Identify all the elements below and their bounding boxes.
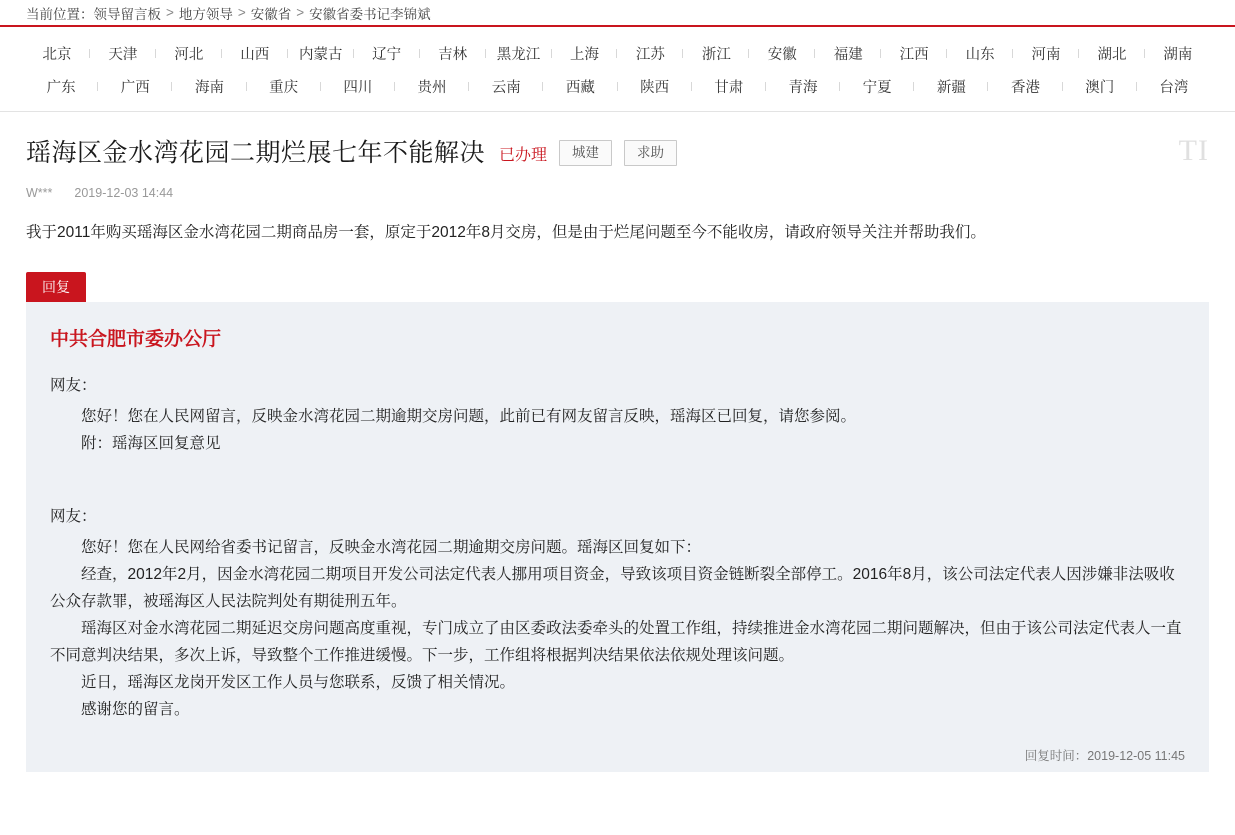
region-link-sichuan[interactable]	[321, 76, 395, 97]
region-link-jiangsu[interactable]	[617, 43, 683, 64]
reply-spacer	[50, 458, 1185, 504]
breadcrumb-separator: >	[237, 5, 246, 20]
region-label[interactable]: 广东	[46, 80, 76, 96]
region-link-beijing[interactable]	[24, 43, 90, 64]
region-label[interactable]: 吉林	[438, 47, 468, 63]
region-link-jilin[interactable]	[420, 43, 486, 64]
reply-paragraph: 感谢您的留言。	[81, 701, 190, 719]
reply-paragraph: 附：瑶海区回复意见	[81, 435, 221, 453]
region-nav-row-2	[24, 70, 1211, 103]
region-link-xizang[interactable]	[543, 76, 617, 97]
region-label[interactable]: 辽宁	[372, 47, 402, 63]
breadcrumb-label: 当前位置：	[26, 6, 94, 22]
region-link-shanghai[interactable]	[552, 43, 618, 64]
region-link-heilongjiang[interactable]	[486, 43, 552, 64]
reply-body	[26, 302, 1209, 772]
reply-time: 回复时间：2019-12-05 11:45	[1024, 749, 1185, 764]
region-label[interactable]: 宁夏	[862, 80, 892, 96]
region-label[interactable]: 上海	[569, 47, 599, 63]
region-label[interactable]: 青海	[788, 80, 818, 96]
breadcrumb-item-0[interactable]: 领导留言板	[93, 6, 161, 22]
author-name: W***	[26, 186, 53, 200]
region-label[interactable]: 湖北	[1097, 47, 1127, 63]
reply-organization: 中共合肥市委办公厅	[50, 329, 222, 351]
breadcrumb-item-3[interactable]: 安徽省委书记李锦斌	[309, 6, 431, 22]
reply-tab: 回复	[26, 272, 86, 302]
article	[0, 112, 1235, 772]
breadcrumb-separator: >	[166, 5, 174, 20]
page-title: 瑶海区金水湾花园二期烂展七年不能解决	[26, 139, 486, 167]
region-link-fujian[interactable]	[815, 43, 881, 64]
region-link-neimenggu[interactable]	[288, 43, 354, 64]
region-label[interactable]: 江苏	[635, 47, 665, 63]
region-label[interactable]: 台湾	[1159, 80, 1189, 96]
region-link-guangxi[interactable]	[98, 76, 172, 97]
region-label[interactable]: 香港	[1011, 80, 1041, 96]
reply-section	[26, 272, 1209, 772]
region-nav	[0, 27, 1235, 112]
post-datetime: 2019-12-03 14:44	[74, 186, 174, 200]
region-link-henan[interactable]	[1013, 43, 1079, 64]
region-label[interactable]: 云南	[491, 80, 521, 96]
region-label[interactable]: 北京	[42, 47, 72, 63]
breadcrumb	[0, 0, 1235, 27]
region-label[interactable]: 陕西	[640, 80, 670, 96]
region-link-hubei[interactable]	[1079, 43, 1145, 64]
region-label[interactable]: 内蒙古	[298, 47, 343, 63]
region-label[interactable]: 贵州	[417, 80, 447, 96]
region-label[interactable]: 西藏	[565, 80, 595, 96]
tag-qiuzhu[interactable]: 求助	[624, 140, 677, 166]
region-label[interactable]: 海南	[194, 80, 224, 96]
breadcrumb-separator: >	[296, 5, 305, 20]
region-label[interactable]: 江西	[899, 47, 929, 63]
title-row	[26, 112, 1209, 168]
reply-salutation-2: 网友：	[50, 507, 97, 525]
region-label[interactable]: 天津	[108, 47, 138, 63]
region-label[interactable]: 甘肃	[714, 80, 744, 96]
region-link-xianggang[interactable]	[988, 76, 1062, 97]
tag-chengjian[interactable]: 城建	[559, 140, 612, 166]
region-label[interactable]: 澳门	[1085, 80, 1115, 96]
status-badge: 已办理	[499, 146, 548, 164]
reply-salutation-1: 网友：	[50, 377, 97, 395]
region-label[interactable]: 四川	[343, 80, 373, 96]
region-link-tianjin[interactable]	[90, 43, 156, 64]
region-link-anhui[interactable]	[749, 43, 815, 64]
region-label[interactable]: 新疆	[936, 80, 966, 96]
reply-paragraph: 经查，2012年2月，因金水湾花园二期项目开发公司法定代表人挪用项目资金，导致该项目资金链断裂全部停工。2016年8月，该公司法定代表人因涉嫌非法吸收公众存款罪，被瑶海区人民法院判处有期徒刑五年。	[50, 565, 1175, 610]
region-link-guizhou[interactable]	[395, 76, 469, 97]
watermark-logo: TI	[1178, 134, 1209, 167]
article-content: 我于2011年购买瑶海区金水湾花园二期商品房一套，原定于2012年8月交房，但是由于烂尾问题至今不能收房，请政府领导关注并帮助我们。	[26, 224, 986, 241]
article-meta	[26, 186, 1209, 200]
region-link-guangdong[interactable]	[24, 76, 98, 97]
region-link-shanxi[interactable]	[222, 43, 288, 64]
region-link-hebei[interactable]	[156, 43, 222, 64]
region-link-taiwan[interactable]	[1137, 76, 1211, 97]
region-link-gansu[interactable]	[692, 76, 766, 97]
region-label[interactable]: 湖南	[1163, 47, 1193, 63]
reply-paragraph: 近日，瑶海区龙岗开发区工作人员与您联系，反馈了相关情况。	[81, 674, 516, 692]
region-label[interactable]: 河北	[174, 47, 204, 63]
region-link-xinjiang[interactable]	[914, 76, 988, 97]
region-label[interactable]: 黑龙江	[496, 47, 541, 63]
breadcrumb-item-2[interactable]: 安徽省	[250, 6, 292, 22]
reply-paragraph: 您好！您在人民网给省委书记留言，反映金水湾花园二期逾期交房问题。瑶海区回复如下：	[81, 538, 702, 556]
region-link-aomen[interactable]	[1063, 76, 1137, 97]
region-link-jiangxi[interactable]	[881, 43, 947, 64]
region-link-ningxia[interactable]	[840, 76, 914, 97]
region-label[interactable]: 河南	[1031, 47, 1061, 63]
region-link-yunnan[interactable]	[469, 76, 543, 97]
region-label[interactable]: 浙江	[701, 47, 731, 63]
region-label[interactable]: 安徽	[767, 47, 797, 63]
breadcrumb-item-1[interactable]: 地方领导	[178, 6, 233, 22]
region-label[interactable]: 福建	[833, 47, 863, 63]
region-link-qinghai[interactable]	[766, 76, 840, 97]
reply-paragraph: 瑶海区对金水湾花园二期延迟交房问题高度重视，专门成立了由区委政法委牵头的处置工作组，持续推进金水湾花园二期问题解决，但由于该公司法定代表人一直不同意判决结果，多次上诉，导致整个工作推进缓慢。下一步，工作组将根据判决结果依法依规处理该问题。	[50, 619, 1182, 665]
region-link-hainan[interactable]	[172, 76, 246, 97]
region-link-chongqing[interactable]	[247, 76, 321, 97]
region-link-zhejiang[interactable]	[683, 43, 749, 64]
region-link-liaoning[interactable]	[354, 43, 420, 64]
region-label[interactable]: 重庆	[269, 80, 299, 96]
region-label[interactable]: 山东	[965, 47, 995, 63]
region-label[interactable]: 广西	[120, 80, 150, 96]
region-link-shaanxi[interactable]	[618, 76, 692, 97]
region-label[interactable]: 山西	[240, 47, 270, 63]
region-link-shandong[interactable]	[947, 43, 1013, 64]
region-link-hunan[interactable]	[1145, 43, 1211, 64]
region-nav-row-1	[24, 37, 1211, 70]
reply-paragraph: 您好！您在人民网留言，反映金水湾花园二期逾期交房问题，此前已有网友留言反映，瑶海区已回复，请您参阅。	[81, 408, 857, 426]
